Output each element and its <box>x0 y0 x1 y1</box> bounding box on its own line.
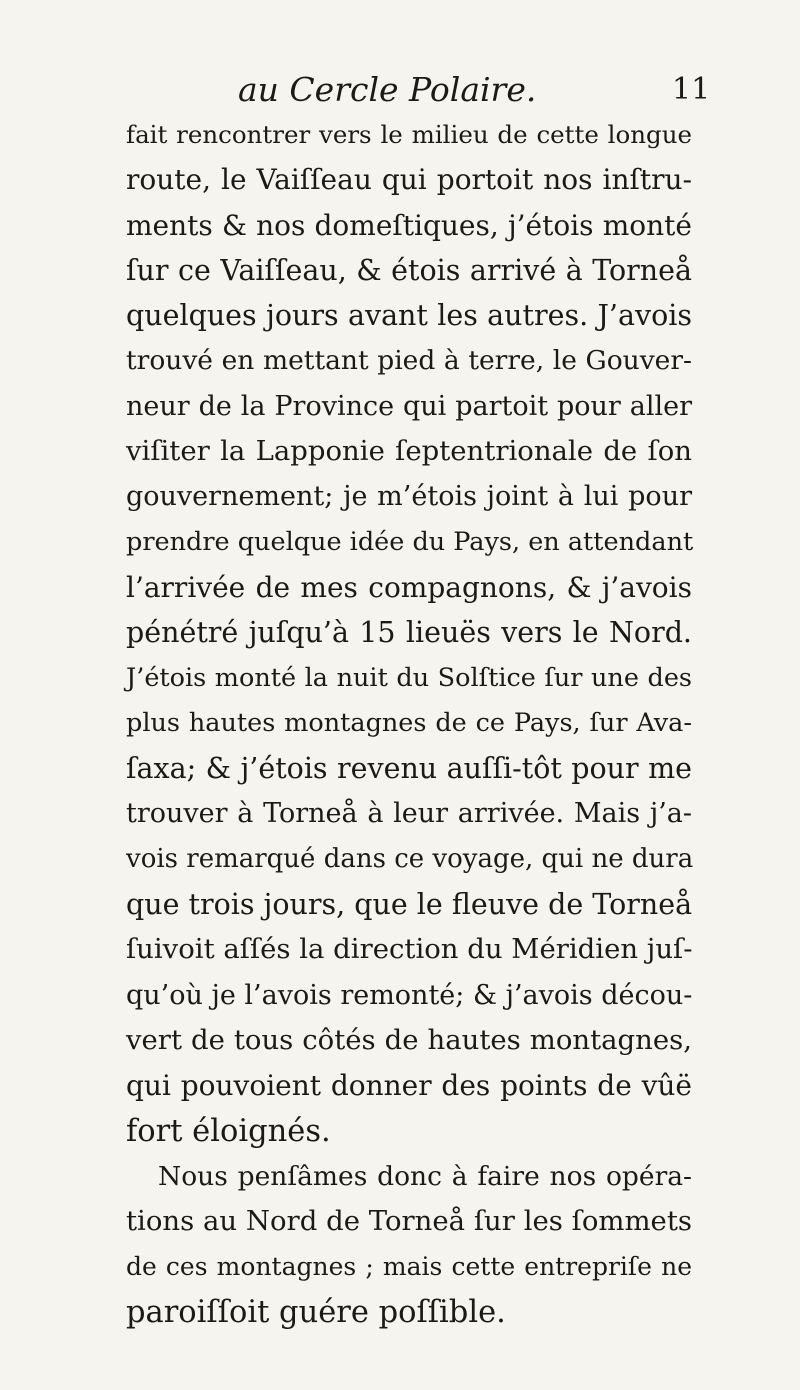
page-number: 11 <box>672 72 711 107</box>
text-line: qui pouvoient donner des points de vûë <box>126 1069 692 1103</box>
running-head <box>0 68 800 112</box>
text-line: ſur ce Vaiſſeau, & étois arrivé à Torneå <box>126 253 692 287</box>
text-line: que trois jours, que le fleuve de Torneå <box>126 888 693 922</box>
text-line: qu’où je l’avois remonté; & j’avois décou- <box>126 979 693 1011</box>
text-line: route, le Vaiſſeau qui portoit nos inſtru- <box>126 163 692 197</box>
text-line: Nous penſâmes donc à faire nos opéra- <box>158 1160 692 1192</box>
text-line: de ces montagnes ; mais cette entrepriſe ne <box>126 1252 692 1282</box>
text-line: fort éloignés. <box>126 1113 331 1149</box>
body-text <box>126 112 692 1335</box>
text-line: neur de la Province qui partoit pour aller <box>126 390 692 422</box>
text-line: viſiter la Lapponie ſeptentrionale de ſon <box>126 435 692 468</box>
text-line: gouvernement; je m’étois joint à lui pour <box>126 481 692 513</box>
text-line: tions au Nord de Torneå ſur les ſommets <box>126 1205 692 1238</box>
text-line: trouver à Torneå à leur arrivée. Mais j’a- <box>126 798 692 830</box>
text-line: l’arrivée de mes compagnons, & j’avois <box>126 570 692 604</box>
text-line: fait rencontrer vers le milieu de cette longue <box>126 120 692 149</box>
text-line: quelques jours avant les autres. J’avois <box>126 299 692 333</box>
text-line: prendre quelque idée du Pays, en attendant <box>126 526 694 557</box>
text-line: vert de tous côtés de hautes montagnes, <box>126 1023 692 1056</box>
text-line: paroiſſoit guére poſſible. <box>126 1294 506 1330</box>
text-line: trouvé en mettant pied à terre, le Gouver- <box>126 345 692 377</box>
text-line: ſuivoit aſſés la direction du Méridien juſ- <box>126 933 693 966</box>
text-line: ments & nos domeſtiques, j’étois monté <box>126 208 692 242</box>
text-line: plus hautes montagnes de ce Pays, ſur Ava- <box>126 707 692 738</box>
text-line: vois remarqué dans ce voyage, qui ne dura <box>126 843 694 874</box>
text-line: J’étois monté la nuit du Solſtice ſur une des <box>126 662 692 693</box>
text-line: pénétré juſqu’à 15 lieuës vers le Nord. <box>126 616 692 650</box>
text-line: ſaxa; & j’étois revenu auſſi-tôt pour me <box>126 752 692 786</box>
running-title: au Cercle Polaire. <box>238 70 537 109</box>
